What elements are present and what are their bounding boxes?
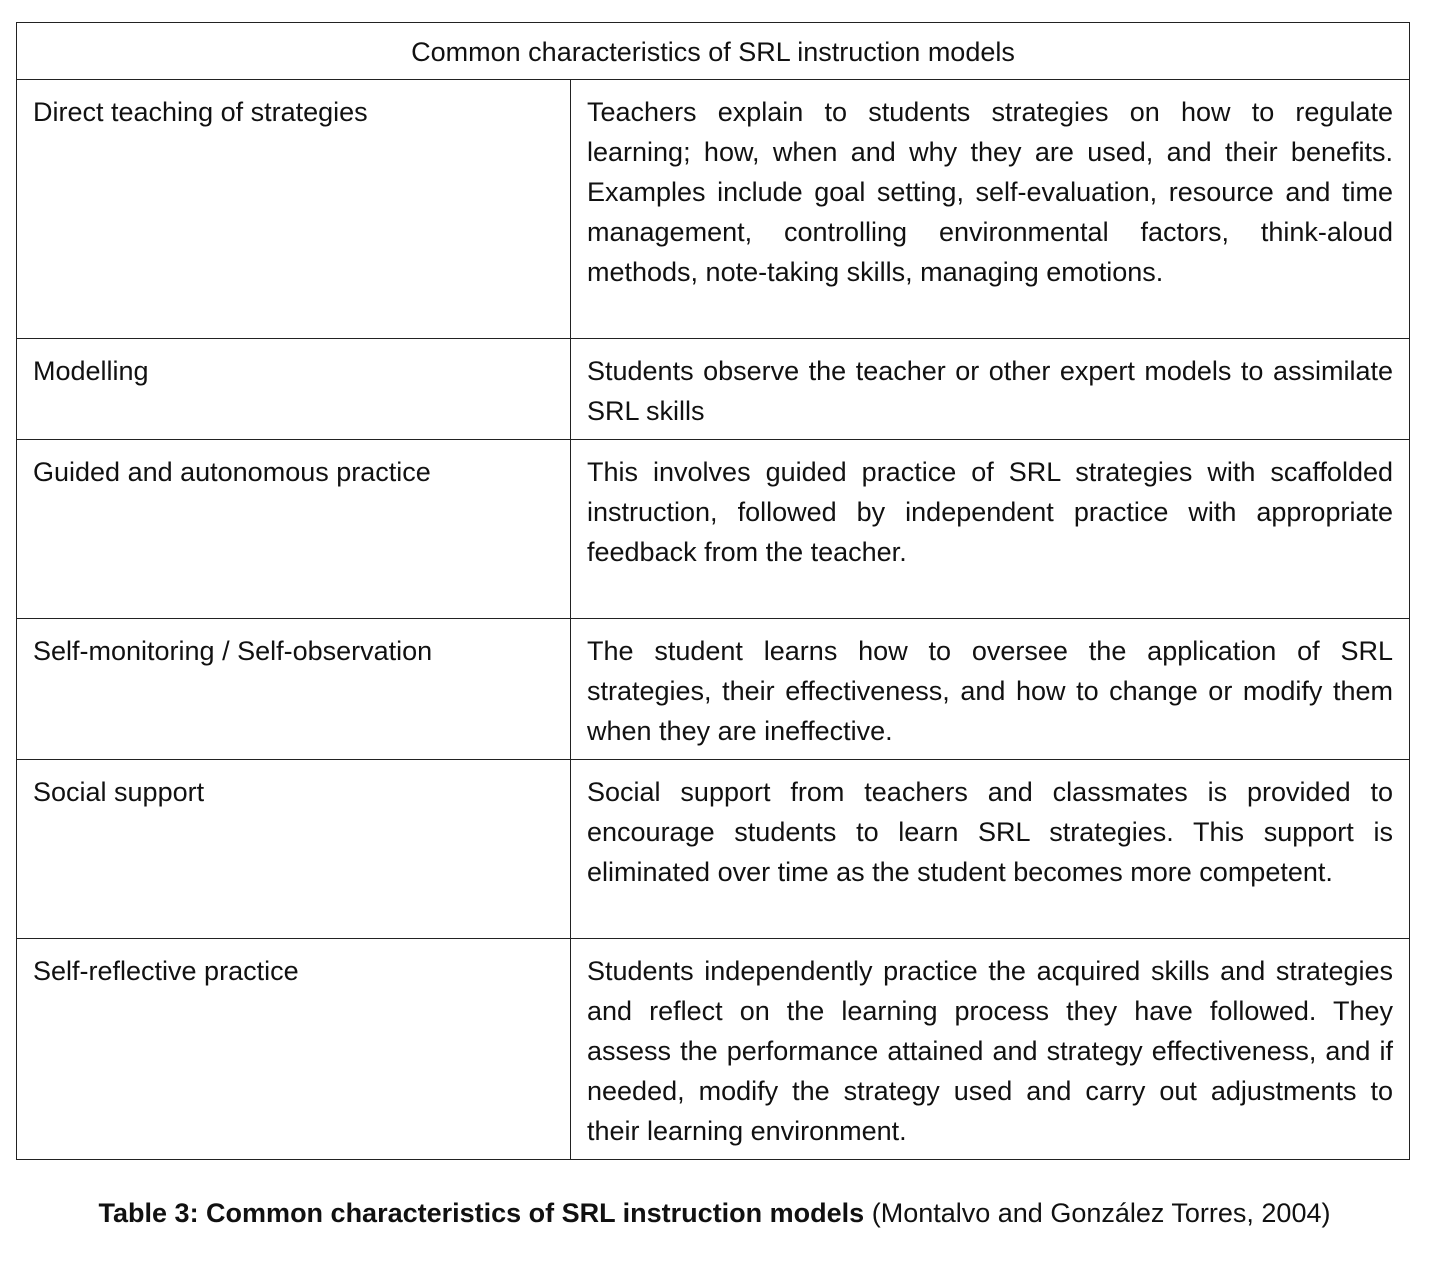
srl-characteristics-table xyxy=(16,22,1410,1160)
table-row xyxy=(17,760,1410,939)
row-description: Teachers explain to students strategies on how to regulate learning; how, when and why they are used, and their benefits. Examples include goal setting, self-evaluation, resource and time management, controlling environmental factors, think-aloud methods, note-taking skills, managing emotions. xyxy=(571,80,1410,339)
table-header: Common characteristics of SRL instruction models xyxy=(17,23,1410,80)
table-row xyxy=(17,440,1410,619)
row-label: Direct teaching of strategies xyxy=(17,80,571,339)
table-caption xyxy=(0,1193,1429,1233)
table-row xyxy=(17,80,1410,339)
caption-citation: (Montalvo and González Torres, 2004) xyxy=(871,1198,1331,1228)
row-description: Students independently practice the acquired skills and strategies and reflect on the learning process they have followed. They assess the performance attained and strategy effectiveness, and if needed, modify the strategy used and carry out adjustments to their learning environment. xyxy=(571,939,1410,1160)
row-description: This involves guided practice of SRL strategies with scaffolded instruction, followed by independent practice with appropriate feedback from the teacher. xyxy=(571,440,1410,619)
row-label: Modelling xyxy=(17,339,571,440)
table-row xyxy=(17,939,1410,1160)
row-description: Social support from teachers and classmates is provided to encourage students to learn SRL strategies. This support is eliminated over time as the student becomes more competent. xyxy=(571,760,1410,939)
row-description: Students observe the teacher or other expert models to assimilate SRL skills xyxy=(571,339,1410,440)
row-label: Self-reflective practice xyxy=(17,939,571,1160)
table-row xyxy=(17,339,1410,440)
table-row xyxy=(17,619,1410,760)
caption-title: Table 3: Common characteristics of SRL instruction models xyxy=(98,1198,865,1228)
row-label: Guided and autonomous practice xyxy=(17,440,571,619)
row-description: The student learns how to oversee the application of SRL strategies, their effectiveness, and how to change or modify them when they are ineffective. xyxy=(571,619,1410,760)
table-header-row xyxy=(17,23,1410,80)
row-label: Self-monitoring / Self-observation xyxy=(17,619,571,760)
row-label: Social support xyxy=(17,760,571,939)
